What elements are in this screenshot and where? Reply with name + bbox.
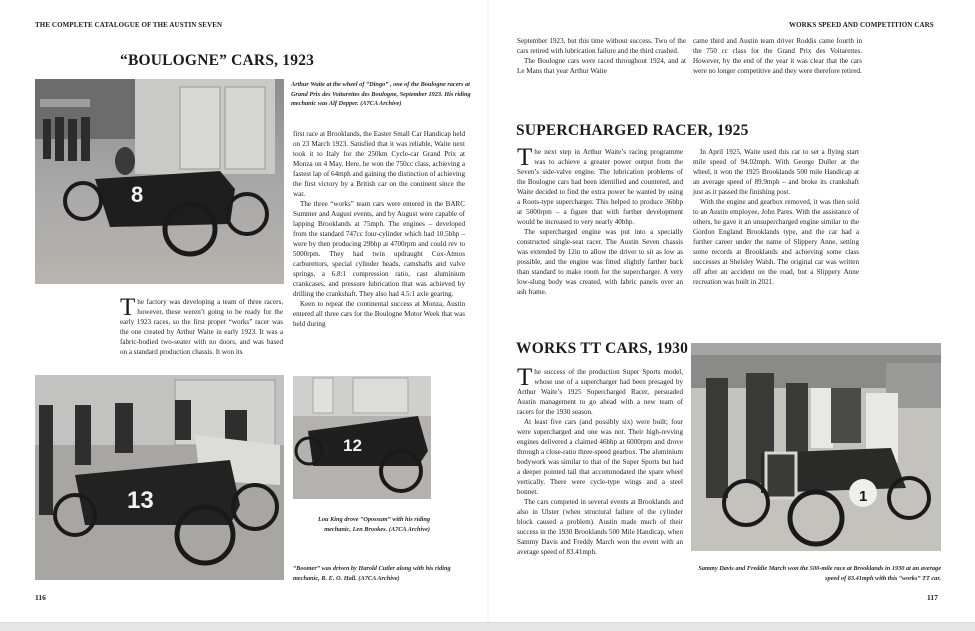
dropcap: T xyxy=(517,144,533,171)
caption-boomer: “Boomer” was driven by Harold Cutler along with his riding mechanic, R. E. O. Hall. (A7CA Archive) xyxy=(293,565,451,582)
dropcap: T xyxy=(120,294,136,321)
caption-works-tt: Sammy Davis and Freddie March won the 500-mile race at Brooklands in 1930 at an average speed of 83.41mph with this “works” TT car. xyxy=(698,565,941,582)
dropcap: T xyxy=(517,364,533,391)
works-tt-col1-text: The success of the production Super Sports model, whose use of a supercharger had been presaged by Arthur Waite’s 1925 Supercharged Racer, persuaded Austin management to go ahead with a new team of racers for the 1930 season. At least five cars (and possibly six) were built; four were supercharged and one was not. Their high-revving engines delivered a claimed 46bhp at 6000rpm and drove through a close-ratio three-speed gearbox. The aluminium bodywork was similar to that of the Super Sports but had a deeper pointed tail that accommodated the spare wheel vertically. There were cycle-type wings and a steel bonnet. The cars competed in several events at Brooklands and also in Ulster (when structural failure of the cylinder block caused a problem). Austin made much of their success in the 1930 Brooklands 500 Mile Handicap, when Sammy Davis and Freddy March won the event with an average speed of 83.41mph. xyxy=(517,364,683,556)
page-number-left: 116 xyxy=(35,593,46,602)
caption-opossum: Lou King drove “Opossum” with his riding mechanic, Len Brookes. (A7CA Archive) xyxy=(318,516,430,533)
page-number-right: 117 xyxy=(927,593,938,602)
car-number-8: 8 xyxy=(131,182,144,207)
gutter xyxy=(486,0,490,622)
photo-boomer-car-13 xyxy=(35,375,284,580)
left-col1-text: The factory was developing a team of three racers, however, these weren’t going to be ready for the early 1923 races, so the first proper “works” racer was the one created by Arthur Waite in early 1923. It was a fabric-bodied two-seater with no doors, and was based on a standard production chassis. It won its xyxy=(120,294,283,356)
section-title-boulogne: “BOULOGNE” CARS, 1923 xyxy=(120,52,315,69)
supercharged-col2-text: In April 1925, Waite used this car to set a flying start mile speed of 94.02mph. With George Duller at the wheel, it won the 1925 Brooklands 500 mile Handicap at an average speed of 89.9mph – and broke its crankshaft just as it passed the finishing post. With the engine and gearbox removed, it was then sold to an Austin employee, John Pares. With the assistance of others, he gave it an unsupercharged engine similar to the Gordon England Brooklands type, and the car had a further career under the name of Slippery Anne, setting some records at Brooklands and achieving some class successes at Shelsley Walsh. The original car was written off after an accident on the road, but a Slippery Anne recreation was built in 2021. xyxy=(693,148,859,286)
left-col2-text: first race at Brooklands, the Easter Small Car Handicap held on 23 March 1923. Satisfied that it was reliable, Waite next took it to Italy for the 250km Cycle-car Grand Prix at Monza on 4 May. Here, he won the 750cc class, achieving a fastest lap of 64mph and gaining the distinction of achieving the first victory by a British car on the continent since the war. The three “works” team cars were entered in the BARC Summer and August events, and by August were capable of lapping Brooklands at 75mph. The engines – developed from the standard 747cc four-cylinder which had 10.5bhp – were by then producing 29bhp at 4700rpm and could rev to 5000rpm. They had twin updraught Cox-Atmos carburettors, special cylinder heads, camshafts and valve springs, a 6.8:1 compression ratio, cast aluminium crankcases, and pressure lubrication that was achieved by drilling the crankshaft. They also had 4.5:1 axle gearing. Keen to repeat the continental success at Monza, Austin entered all three cars for the Boulogne Motor Week that was held during xyxy=(293,130,465,328)
right-top-col1-text: September 1923, but this time without success. Two of the cars retired with lubrication failure and the third crashed. The Boulogne cars were raced throughout 1924, and at Le Mans that year Arthur Waite xyxy=(517,37,686,75)
section-title-supercharged: SUPERCHARGED RACER, 1925 xyxy=(516,122,749,139)
viewer-background xyxy=(0,622,975,631)
photo-works-tt-car-1 xyxy=(691,343,941,551)
car-number-12: 12 xyxy=(343,436,362,455)
right-running-head: WORKS SPEED AND COMPETITION CARS xyxy=(789,21,934,29)
supercharged-col1-text: The next step in Arthur Waite’s racing programme was to achieve a greater power output from the Seven’s side-valve engine. The lubrication problems of the Boulogne cars had been identified and countered, and Waite decided to find the extra power he wanted by using a Roots-type supercharger. This helped to produce 36bhp at 5000rpm – a figure that with further development would be increased to very nearly 40bhp. The supercharged engine was put into a specially constructed single-seat racer. The Austin Seven chassis was extended by 12in to allow the driver to sit as low as possible, and the engine was fitted slightly farther back than standard to make room for the supercharger. A very low-slung body was created, with fabric panels over an ash frame. xyxy=(517,144,683,296)
section-title-works-tt: WORKS TT CARS, 1930 xyxy=(516,340,689,357)
caption-dingo: Arthur Waite at the wheel of “Dingo” , one of the Boulogne racers at Grand Prix des Voiturettes des Boulogne, September 1923. His riding mechanic was Alf Depper. (A7CA Archive) xyxy=(291,81,471,107)
photo-opossum-car-12 xyxy=(293,376,431,499)
car-number-13: 13 xyxy=(127,487,154,514)
right-top-col2-text: came third and Austin team driver Roddis came fourth in the 750 cc class for the Grand Prix des Voitarettes. However, by the end of the year it was clear that the cars were no longer competitive and they were therefore retired. xyxy=(693,37,862,75)
car-number-1: 1 xyxy=(859,488,868,505)
left-running-head: THE COMPLETE CATALOGUE OF THE AUSTIN SEVEN xyxy=(35,21,223,29)
photo-dingo-car-8 xyxy=(35,79,284,284)
